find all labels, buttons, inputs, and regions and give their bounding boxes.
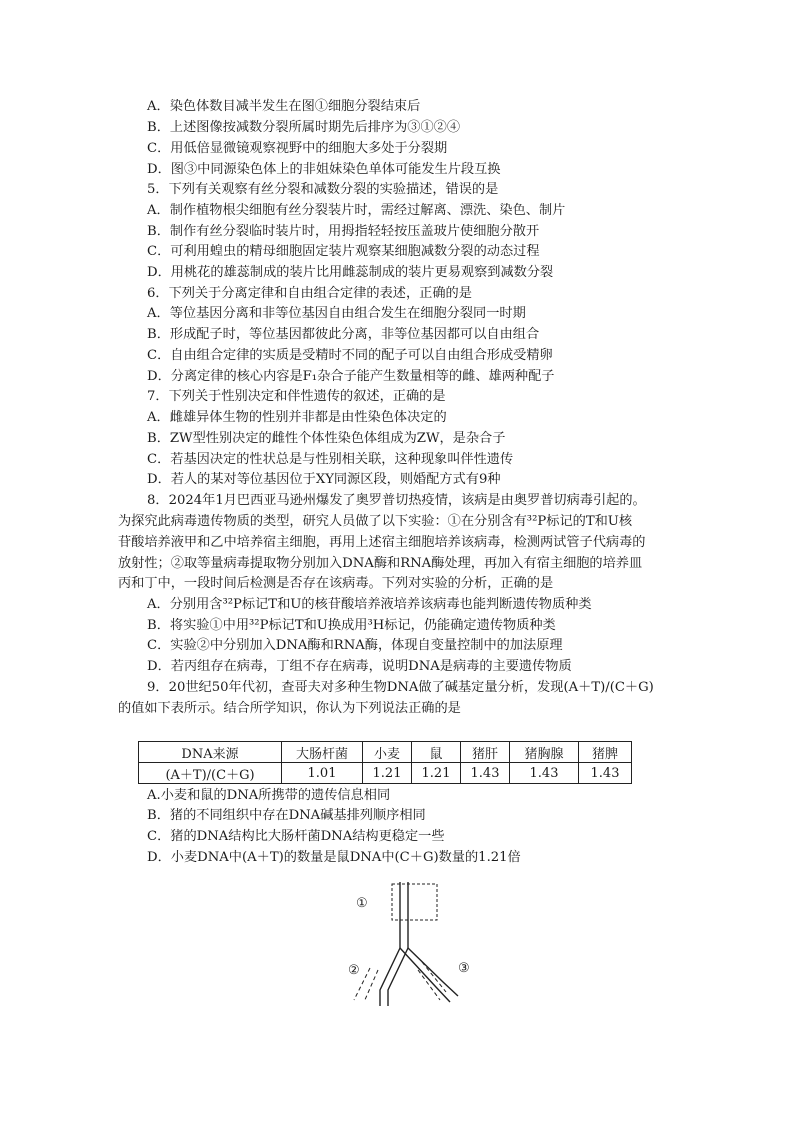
q7-stem: 7．下列关于性别决定和伴性遗传的叙述，正确的是 (147, 389, 446, 404)
table-cell: 1.01 (282, 763, 363, 784)
new-strand-right (422, 962, 446, 992)
left-fork-strand (380, 948, 400, 1006)
region-1-box (392, 884, 437, 920)
q9-stem-line: 的值如下表所示。结合所学知识，你认为下列说法正确的是 (118, 701, 461, 716)
q4-option-b: B．上述图像按减数分裂所属时期先后排序为③①②④ (147, 120, 461, 135)
q4-option-c: C．用低倍显微镜观察视野中的细胞大多处于分裂期 (147, 141, 448, 156)
q9-option-c: C．猪的DNA结构比大肠杆菌DNA结构更稳定一些 (147, 829, 445, 844)
q9-option-d: D．小麦DNA中(A＋T)的数量是鼠DNA中(C＋G)数量的1.21倍 (147, 850, 521, 865)
q6-option-a: A．等位基因分离和非等位基因自由组合发生在细胞分裂同一时期 (147, 306, 526, 321)
table-cell: 大肠杆菌 (282, 742, 363, 763)
q5-option-b: B．制作有丝分裂临时装片时，用拇指轻轻按压盖玻片使细胞分散开 (147, 224, 540, 239)
q8-stem-line: 放射性；②取等量病毒提取物分别加入DNA酶和RNA酶处理，再加入有宿主细胞的培养皿 (118, 556, 643, 571)
table-cell: 猪胸腺 (510, 742, 579, 763)
q7-option-b: B．ZW型性别决定的雌性个体性染色体组成为ZW，是杂合子 (147, 431, 506, 446)
q7-option-a: A．雌雄异体生物的性别并非都是由性染色体决定的 (147, 410, 447, 425)
dna-replication-figure (340, 878, 500, 1013)
q8-stem-line: 丙和丁中，一段时间后检测是否存在该病毒。下列对实验的分析，正确的是 (118, 576, 554, 591)
table-cell: 小麦 (363, 742, 412, 763)
q9-option-b: B．猪的不同组织中存在DNA碱基排列顺序相同 (147, 808, 426, 823)
q4-option-a: A．染色体数目减半发生在图①细胞分裂结束后 (147, 99, 421, 114)
q8-stem-line: 苷酸培养液甲和乙中培养宿主细胞，再用上述宿主细胞培养该病毒，检测两试管子代病毒的 (118, 535, 646, 550)
q6-stem: 6．下列关于分离定律和自由组合定律的表述，正确的是 (147, 286, 472, 301)
new-strand-right (418, 970, 440, 1000)
table-cell: 1.43 (461, 763, 510, 784)
q9-stem-line: 9．20世纪50年代初，查哥夫对多种生物DNA做了碱基定量分析，发现(A＋T)/(C＋G) (147, 680, 654, 695)
q4-option-d: D．图③中同源染色体上的非姐妹染色单体可能发生片段互换 (147, 162, 501, 177)
q8-stem-line: 为探究此病毒遗传物质的类型，研究人员做了以下实验：①在分别含有³²P标记的T和U核 (118, 514, 633, 529)
table-cell: 1.21 (412, 763, 461, 784)
table-cell: (A＋T)/(C＋G) (139, 763, 282, 784)
left-fork-strand (388, 948, 408, 1006)
table-cell: 猪脾 (579, 742, 632, 763)
table-cell: 鼠 (412, 742, 461, 763)
table-cell: 1.43 (510, 763, 579, 784)
table-cell: 1.43 (579, 763, 632, 784)
q6-option-b: B．形成配子时，等位基因都彼此分离，非等位基因都可以自由组合 (147, 327, 540, 342)
table-header-row (139, 742, 632, 763)
q9-option-a: A.小麦和鼠的DNA所携带的遗传信息相同 (147, 788, 391, 803)
table-cell: DNA来源 (139, 742, 282, 763)
q5-option-a: A．制作植物根尖细胞有丝分裂装片时，需经过解离、漂洗、染色、制片 (147, 203, 566, 218)
q8-option-c: C．实验②中分别加入DNA酶和RNA酶，体现自变量控制中的加法原理 (147, 638, 563, 653)
q6-option-d: D．分离定律的核心内容是F₁杂合子能产生数量相等的雌、雄两种配子 (147, 369, 555, 384)
figure-label-3: ③ (458, 961, 470, 976)
q8-option-d: D．若丙组存在病毒，丁组不存在病毒，说明DNA是病毒的主要遗传物质 (147, 659, 572, 674)
q7-option-c: C．若基因决定的性状总是与性别相关联，这种现象叫伴性遗传 (147, 452, 514, 467)
q5-option-c: C．可利用蝗虫的精母细胞固定装片观察某细胞减数分裂的动态过程 (147, 244, 540, 259)
base-ratio-table (138, 741, 632, 784)
table-cell: 猪肝 (461, 742, 510, 763)
q6-option-c: C．自由组合定律的实质是受精时不同的配子可以自由组合形成受精卵 (147, 348, 553, 363)
q7-option-d: D．若人的某对等位基因位于XY同源区段，则婚配方式有9种 (147, 472, 501, 487)
q5-stem: 5．下列有关观察有丝分裂和减数分裂的实验描述，错误的是 (147, 182, 499, 197)
q8-stem-line: 8．2024年1月巴西亚马逊州爆发了奥罗普切热疫情，该病是由奥罗普切病毒引起的。 (147, 493, 646, 508)
right-fork-strand (408, 948, 458, 996)
table-cell: 1.21 (363, 763, 412, 784)
figure-label-1: ① (356, 896, 368, 911)
table-row (139, 763, 632, 784)
figure-label-2: ② (348, 963, 360, 978)
q8-option-a: A．分别用含³²P标记T和U的核苷酸培养液培养该病毒也能判断遗传物质种类 (147, 597, 592, 612)
q8-option-b: B．将实验①中用³²P标记T和U换成用³H标记，仍能确定遗传物质种类 (147, 618, 556, 633)
right-fork-strand (400, 948, 450, 1002)
q5-option-d: D．用桃花的雄蕊制成的装片比用雌蕊制成的装片更易观察到减数分裂 (147, 265, 554, 280)
